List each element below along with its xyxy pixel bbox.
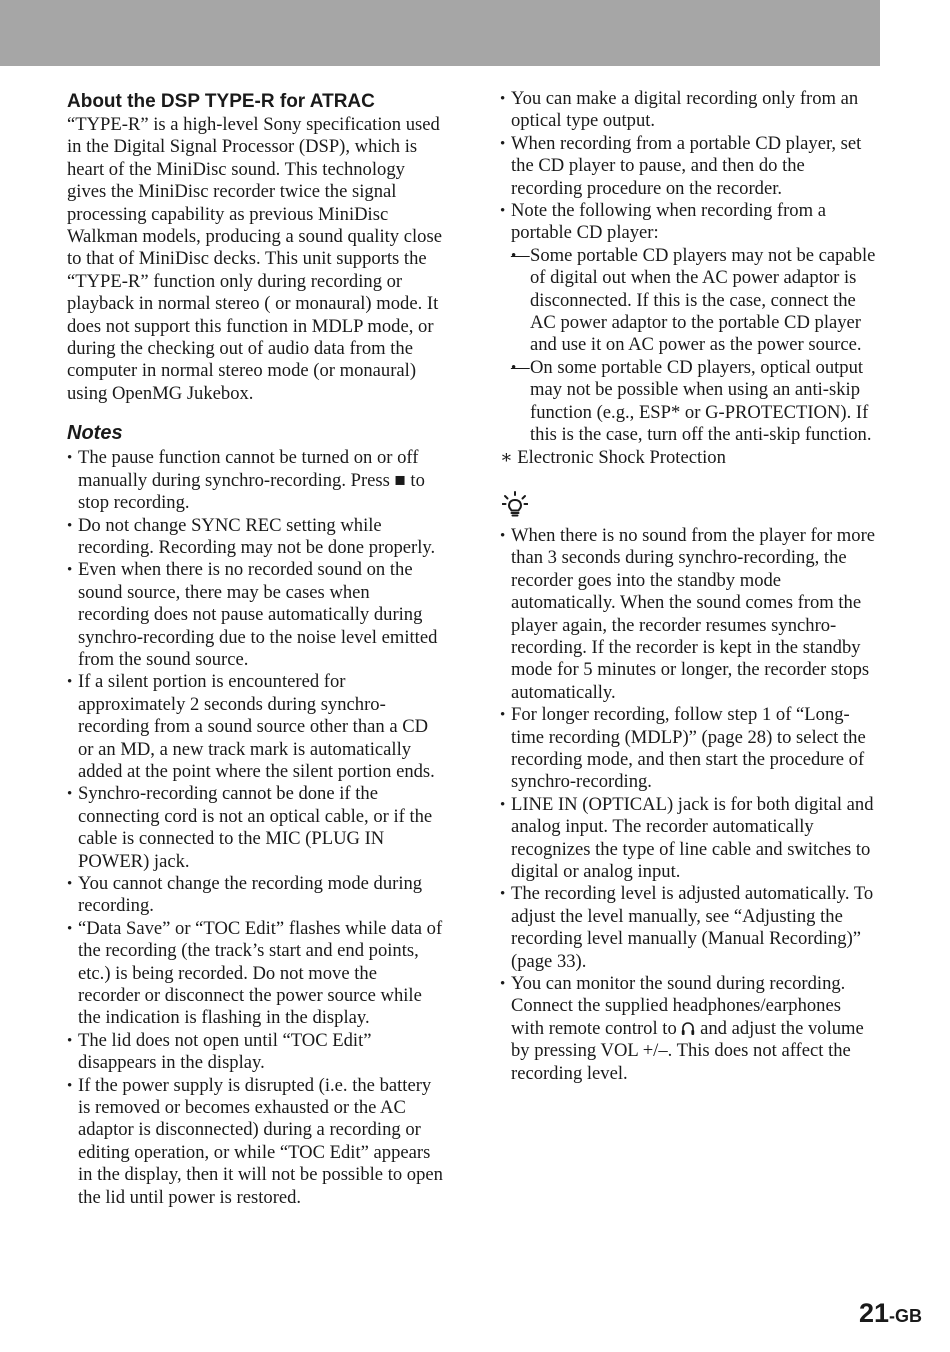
- list-item: • “Data Save” or “TOC Edit” flashes while data of the recording (the track’s start and end points, etc.) is being recorded. Do not move the recorder or disconnect the power source while the indication is flashing in the display.: [67, 918, 443, 1030]
- list-item-text: Note the following when recording from a portable CD player:: [511, 200, 826, 244]
- dash-mark: • —: [511, 356, 530, 378]
- list-item: • The pause function cannot be turned on or off manually during synchro-recording. Press ■ to stop recording.: [67, 447, 443, 514]
- dsp-section-heading: About the DSP TYPE-R for ATRAC: [67, 91, 375, 112]
- page-number-value: 21: [858, 1298, 889, 1328]
- notes-list: [67, 447, 443, 1209]
- sub-list-item: [511, 245, 878, 357]
- list-item: • The lid does not open until “TOC Edit” disappears in the display.: [67, 1030, 443, 1075]
- lightbulb-icon: [502, 491, 528, 519]
- list-item: • Synchro-recording cannot be done if the connecting cord is not an optical cable, or if the cable is connected to the MIC (PLUG IN POWER) jack.: [67, 783, 443, 873]
- dsp-section-body: “TYPE-R” is a high-level Sony specification used in the Digital Signal Processor (DSP), which is heart of the MiniDisc sound. This technology gives the MiniDisc recorder twice the signal processing capability as previous MiniDisc Walkman models, producing a sound quality close to that of MiniDisc decks. This unit supports the “TYPE-R” function only during recording or playback in normal stereo ( or monaural) mode. It does not support this function in MDLP mode, or during the checking out of audio data from the computer in normal stereo mode (or monaural) using OpenMG Jukebox.: [67, 114, 442, 404]
- sub-list-item-text: On some portable CD players, optical output may not be possible when using an anti-skip function (e.g., ESP* or G-PROTECTION). If this is the case, turn off the anti-skip function.: [530, 356, 872, 446]
- notes-heading: Notes: [67, 422, 123, 445]
- list-item: • LINE IN (OPTICAL) jack is for both digital and analog input. The recorder automatically recognizes the type of line cable and switches to digital or analog input.: [500, 794, 878, 884]
- list-item: • You cannot change the recording mode during recording.: [67, 873, 443, 918]
- list-item: • When recording from a portable CD player, set the CD player to pause, and then do the recording procedure on the recorder.: [500, 133, 878, 200]
- sub-list-item: [511, 357, 878, 447]
- list-item: • You can make a digital recording only from an optical type output.: [500, 88, 878, 133]
- list-item: • The recording level is adjusted automatically. To adjust the level manually, see “Adjusting the recording level manually (Manual Recording)” (page 33).: [500, 883, 878, 973]
- notes-continued-list: [500, 88, 878, 447]
- list-item: [500, 200, 878, 446]
- list-item: • For longer recording, follow step 1 of “Long-time recording (MDLP)” (page 28) to select the recording mode, and then start the procedure of synchro-recording.: [500, 704, 878, 794]
- tips-list: [500, 525, 878, 1085]
- right-column: [500, 88, 878, 1085]
- header-band: [0, 0, 880, 66]
- left-column: [67, 88, 443, 1209]
- page-number-suffix: -GB: [889, 1306, 922, 1326]
- list-item-text: You can monitor the sound during recording. Connect the supplied headphones/earphones with remote control to: [511, 973, 846, 1039]
- sub-list: [511, 245, 878, 447]
- list-item: [500, 973, 878, 1085]
- list-item: • If the power supply is disrupted (i.e. the battery is removed or becomes exhausted or the AC adaptor is disconnected) during a recording or editing operation, or while “TOC Edit” appears in the display, then it will not be possible to open the lid until power is restored.: [67, 1075, 443, 1209]
- list-item: • If a silent portion is encountered for approximately 2 seconds during synchro-recording from a sound source other than a CD or an MD, a new track mark is automatically added at the point where the silent portion ends.: [67, 671, 443, 783]
- list-item: • Do not change SYNC REC setting while recording. Recording may not be done properly.: [67, 515, 443, 560]
- headphones-icon: [681, 1020, 695, 1036]
- footnote: ∗ Electronic Shock Protection: [500, 446, 726, 468]
- list-item-text: and adjust the volume by pressing VOL +/–. This does not affect the recording level.: [511, 1017, 864, 1084]
- page-number: [859, 1298, 922, 1329]
- list-item: • When there is no sound from the player for more than 3 seconds during synchro-recording, the recorder goes into the standby mode automatically. When the sound comes from the player again, the recorder resumes synchro-recording. If the recorder is kept in the standby mode for 5 minutes or longer, the recorder stops automatically.: [500, 525, 878, 704]
- dash-mark: • —: [511, 244, 530, 266]
- sub-list-item-text: Some portable CD players may not be capable of digital out when the AC power adaptor is disconnected. If this is the case, connect the AC power adaptor to the portable CD player and use it on AC power as the power source.: [530, 244, 876, 356]
- list-item: • Even when there is no recorded sound on the sound source, there may be cases when recording does not pause automatically during synchro-recording due to the noise level emitted from the sound source.: [67, 559, 443, 671]
